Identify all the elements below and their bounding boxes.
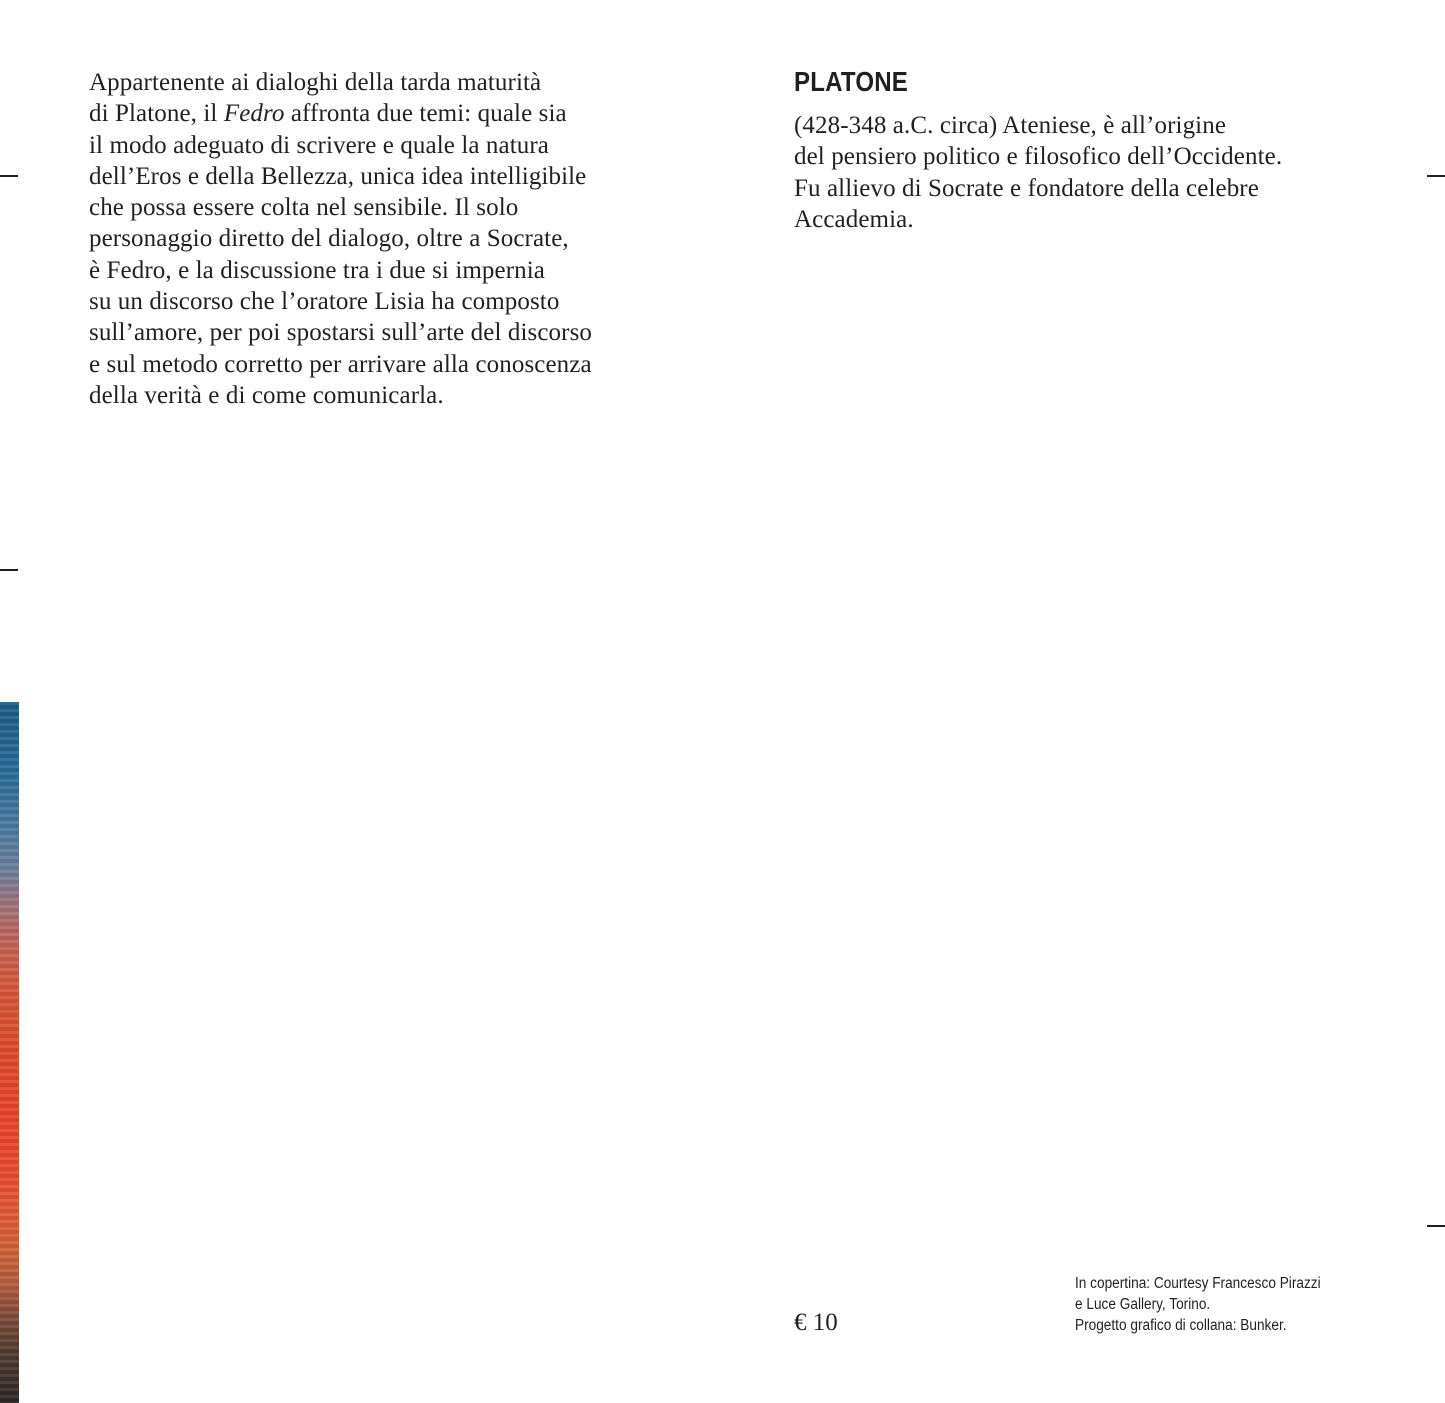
blurb-line: personaggio diretto del dialogo, oltre a Socrate, (89, 225, 569, 253)
credits-line: Progetto grafico di collana: Bunker. (1075, 1317, 1287, 1334)
blurb-line: Appartenente ai dialoghi della tarda maturità (89, 69, 542, 96)
blurb-line: è Fedro, e la discussione tra i due si impernia (89, 256, 545, 284)
author-bio-line: Accademia. (794, 205, 914, 233)
author-bio (794, 110, 1394, 235)
author-bio-line: (428-348 a.C. circa) Ateniese, è all’origine (794, 112, 1227, 139)
crop-mark-right-bottom (1427, 1225, 1445, 1227)
crop-mark-right-top (1427, 175, 1445, 177)
crop-mark-left-top (0, 175, 18, 177)
price: € 10 (794, 1309, 838, 1336)
book-blurb (89, 67, 689, 411)
book-title-italic: Fedro (223, 100, 285, 128)
cover-credits (1075, 1273, 1321, 1336)
credits-line: In copertina: Courtesy Francesco Pirazzi (1075, 1275, 1321, 1292)
blurb-line: della verità e di come comunicarla. (89, 381, 444, 409)
cover-image-strip (0, 702, 19, 1403)
blurb-line: il modo adeguato di scrivere e quale la natura (89, 131, 549, 159)
credits-line: e Luce Gallery, Torino. (1075, 1296, 1211, 1313)
blurb-line: e sul metodo corretto per arrivare alla conoscenza (89, 350, 592, 378)
author-name: PLATONE (794, 66, 909, 97)
crop-mark-left-middle (0, 569, 18, 571)
author-bio-line: Fu allievo di Socrate e fondatore della celebre (794, 174, 1259, 202)
blurb-line: dell’Eros e della Bellezza, unica idea intelligibile (89, 162, 587, 190)
blurb-line: su un discorso che l’oratore Lisia ha composto (89, 288, 560, 316)
blurb-line: sull’amore, per poi spostarsi sull’arte del discorso (89, 319, 593, 347)
blurb-line: di Platone, il Fedro affronta due temi: quale sia (89, 100, 567, 128)
blurb-line: che possa essere colta nel sensibile. Il solo (89, 194, 519, 222)
author-bio-line: del pensiero politico e filosofico dell’Occidente. (794, 143, 1283, 171)
